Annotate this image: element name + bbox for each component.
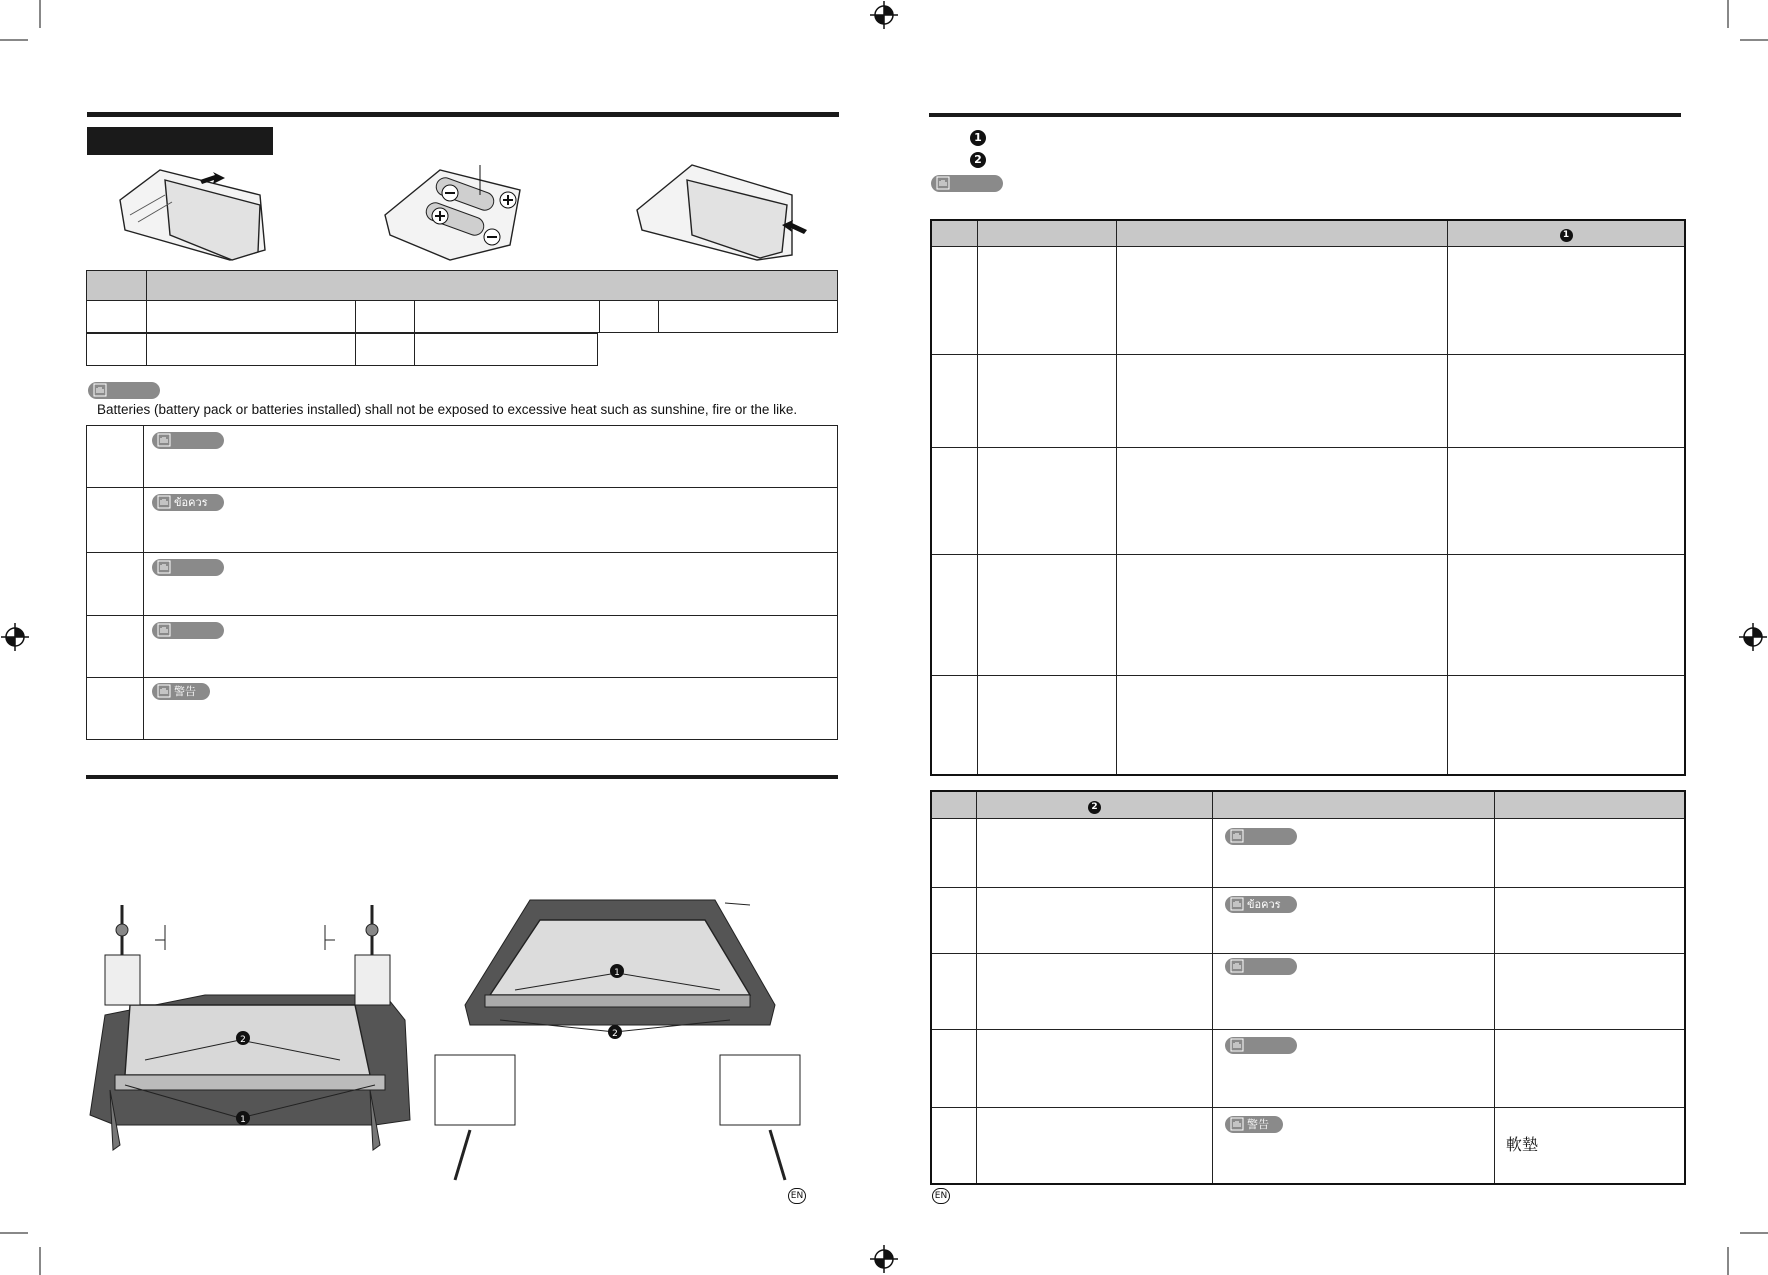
lang-cell [87,553,144,616]
remote-close-cover-illustration [632,160,812,265]
table2-cell [1495,887,1686,953]
table2-header-cell [931,791,977,818]
hand-icon [93,383,107,397]
svg-text:1: 1 [240,1115,246,1125]
remote-battery-insert-illustration [380,160,530,265]
lang-cell [144,426,838,488]
step-2-marker [970,150,986,168]
caution-badge [1225,1037,1297,1054]
spec-cell [415,334,598,366]
table1-cell [978,246,1117,354]
table1-cell [931,354,978,447]
circled-number: 2 [970,152,986,168]
table1-cell [931,675,978,775]
table1-cell [1448,447,1686,554]
spec-cell [356,301,415,333]
table2-header-cell [1495,791,1686,818]
hand-icon [936,176,950,190]
badge-label: 警告 [1247,1118,1269,1131]
table1-cell [1448,246,1686,354]
lang-cell [144,488,838,553]
spec-header-cell [87,271,147,301]
circled-number: 2 [1088,801,1101,814]
tv-stand-attach-illustration-right [430,895,810,1185]
table1-header-cell [1117,220,1448,246]
table1-cell [1117,675,1448,775]
table1-header-cell [1448,220,1686,246]
caution-badge [152,622,224,639]
hand-icon [1230,1117,1244,1131]
spec-cell [415,301,600,333]
table2-header-cell [977,791,1213,818]
hand-icon [157,684,171,698]
section-rule-top-right [929,113,1681,117]
table1-header-cell [978,220,1117,246]
table1-cell [931,246,978,354]
caution-badge [931,175,1003,192]
table2-cell [1495,953,1686,1029]
lang-cell [87,488,144,553]
caution-badge-thai [1225,896,1297,928]
table1-cell [1448,554,1686,675]
lang-cell [87,426,144,488]
table2-cell [977,953,1213,1029]
lang-cell [87,616,144,678]
svg-text:2: 2 [240,1035,246,1045]
battery-spec-table [86,270,838,333]
caution-badge [1225,828,1297,845]
hand-icon [1230,959,1244,973]
table1-cell [1448,675,1686,775]
table1-header-cell [931,220,978,246]
spec-cell [356,334,415,366]
svg-text:2: 2 [612,1029,618,1039]
remote-open-cover-illustration [110,160,280,270]
caution-badge [88,382,160,399]
caution-badge-thai [152,494,224,526]
screw-table-1 [930,219,1686,776]
table1-cell [1117,354,1448,447]
lang-cell [144,678,838,740]
badge-label: 警告 [174,685,196,698]
step-1-marker [970,128,986,146]
lang-cell [144,616,838,678]
table2-cell [977,1029,1213,1107]
table1-cell [931,447,978,554]
table2-cell [931,887,977,953]
tv-stand-attach-illustration-left [85,900,415,1160]
section-rule-middle-left [86,775,838,779]
table2-cell [1495,1029,1686,1107]
badge-label: ข้อควรระวัง [1247,898,1281,928]
table1-cell [978,354,1117,447]
lang-cell [87,678,144,740]
table2-cell [977,818,1213,887]
table2-cell [977,1107,1213,1184]
lang-cell [144,553,838,616]
hand-icon [157,495,171,509]
table1-cell [978,675,1117,775]
spec-header-cell [147,271,838,301]
battery-heat-warning: Batteries (battery pack or batteries installed) shall not be exposed to excessive heat such as sunshine, fire or the like. [97,402,798,417]
spec-cell [147,334,356,366]
table2-cell [1495,818,1686,887]
hand-icon [1230,1038,1244,1052]
language-mark-en: EN [788,1188,806,1204]
spec-cell [600,301,659,333]
hand-icon [1230,897,1244,911]
hand-icon [157,560,171,574]
hand-icon [157,623,171,637]
table2-header-cell [1213,791,1495,818]
battery-spec-table-row3 [86,333,598,366]
badge-label: ข้อควรระวัง [174,496,208,526]
hand-icon [1230,829,1244,843]
spec-cell [659,301,838,333]
table1-cell [931,554,978,675]
section-title-bar [87,127,273,155]
screw-table-2 [930,790,1686,1185]
caution-badge-chinese [152,683,210,700]
table1-cell [1448,354,1686,447]
table2-cell [931,1029,977,1107]
table1-cell [1117,246,1448,354]
cushion-text: 軟墊 [1506,1135,1539,1154]
hand-icon [157,433,171,447]
caution-badge-chinese [1225,1116,1283,1133]
spec-cell [147,301,356,333]
table1-cell [1117,554,1448,675]
language-mark-en: EN [932,1188,950,1204]
table2-cell [931,1107,977,1184]
table2-cell [977,887,1213,953]
caution-badge [152,559,224,576]
table2-cell [931,818,977,887]
caution-badge [1225,958,1297,975]
spec-cell [87,301,147,333]
table2-cell [931,953,977,1029]
table1-cell [978,447,1117,554]
svg-text:1: 1 [614,968,620,978]
circled-number: 1 [1560,229,1573,242]
caution-badge [152,432,224,449]
spec-cell [87,334,147,366]
section-rule-top-left [87,112,839,117]
circled-number: 1 [970,130,986,146]
table1-cell [1117,447,1448,554]
table1-cell [978,554,1117,675]
